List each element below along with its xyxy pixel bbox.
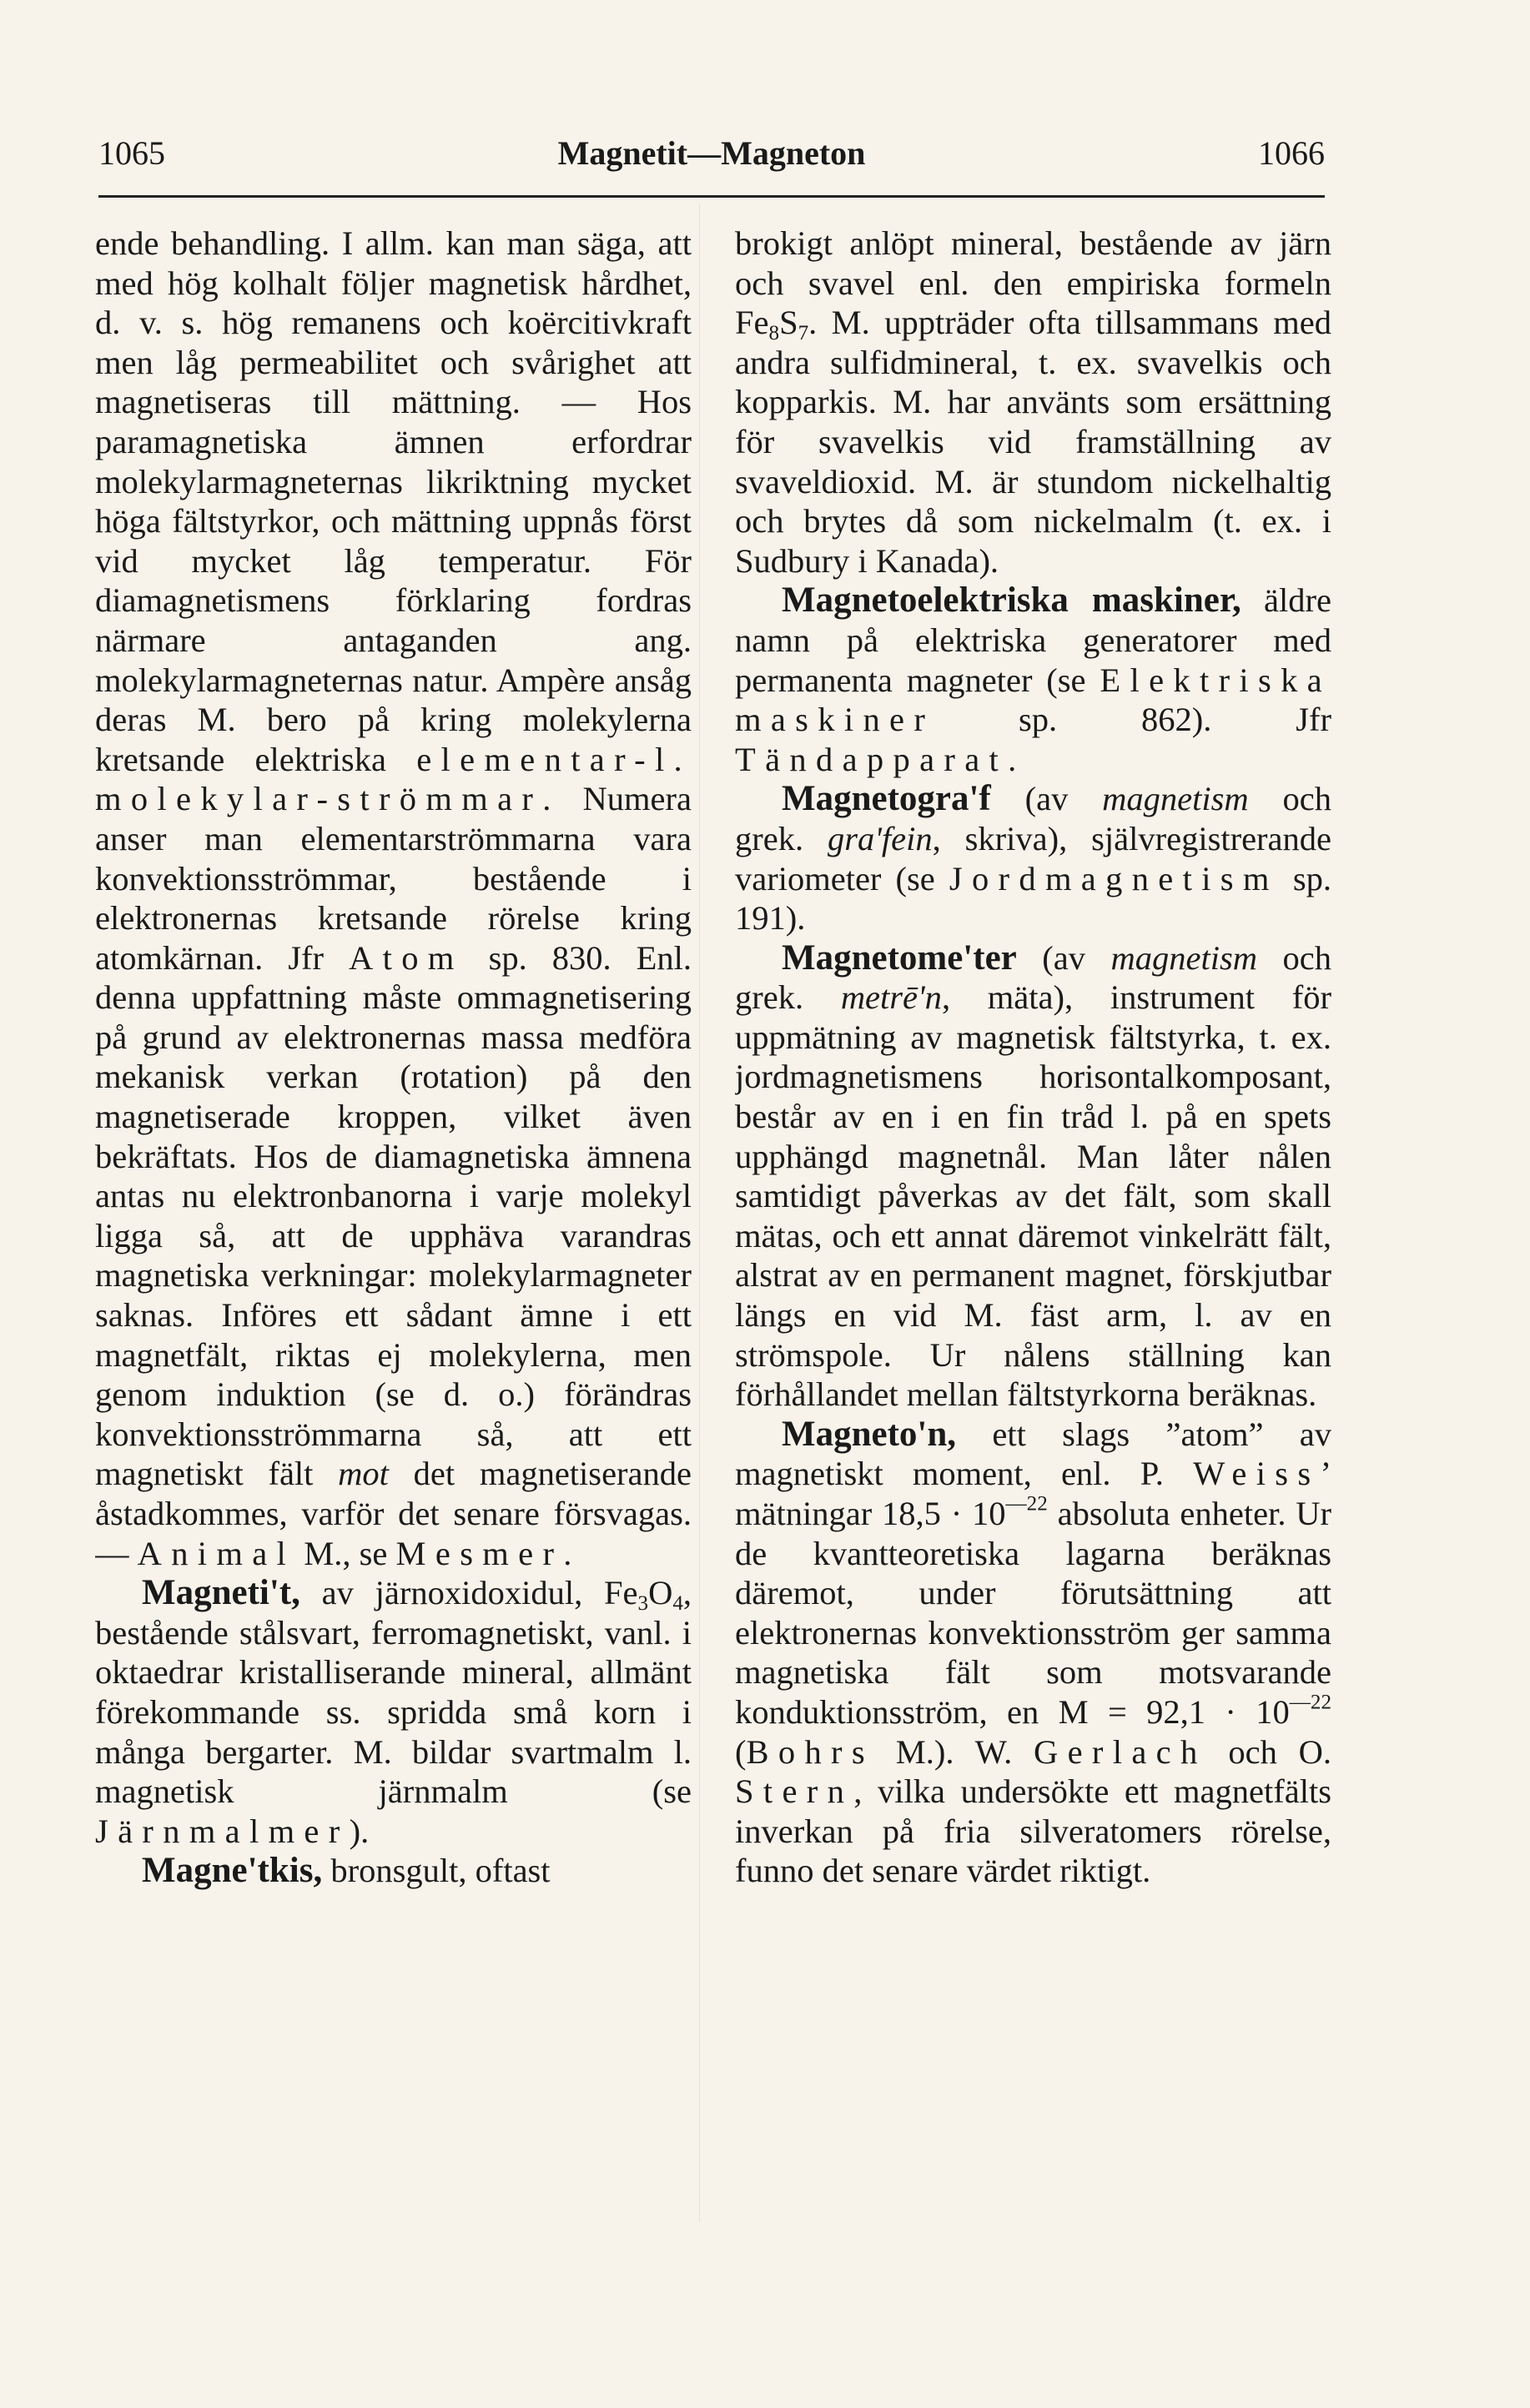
text-run: ende behandling. I allm. kan man säga, att med hög kolhalt följer magnetisk hårdhet, d. v. s. hög remanens och koërcitivkraft men låg permeabilitet och svårighet att magnetiseras till mättning. — Hos paramagnetiska ämnen erfordrar molekylarmagneternas likriktning mycket höga fältstyrkor, och mättning uppnås först vid mycket låg temperatur. För diamagnetismens förklaring fordras närmare antaganden ang. molekylarmagneternas natur. Ampère ansåg deras M. bero på kring molekylerna kretsande elektriska (95, 224, 692, 778)
entry-magnetkis (95, 1851, 692, 1891)
right-column (735, 224, 1331, 2242)
text-run: . M. uppträder ofta tillsammans med andra sulfidmineral, t. ex. svavelkis och kopparkis. M. har använts som ersättning för svavelkis vid framställning av svaveldioxid. M. är stundom nickelhaltig och brytes då som nickelmalm (t. ex. i Sudbury i Kanada). (735, 304, 1331, 580)
continued-paragraph (735, 224, 1331, 581)
text-run: absoluta enheter. Ur de kvantteoretiska lagarna beräknas däremot, under förutsättning att elektronernas konvektionsström ger samma magnetiska fält som motsvarande konduktionsström, en M = 92,1 · 10 (735, 1495, 1331, 1731)
text-run: sp. 830. Enl. denna uppfattning måste ommagnetisering på grund av elektronernas massa medföra mekanisk verkan (rotation) på den magnetiserade kroppen, vilket även bekräftats. Hos de diamagnetiska ämnena antas nu elektronbanorna i varje molekyl ligga så, att de upphäva varandras magnetiska verkningar: molekylarmagneter saknas. Införes ett sådant ämne i ett magnetfält, riktas ej molekylerna, men genom induktion (se d. o.) förändras konvektionsströmmarna så, att ett magnetiskt fält (95, 938, 692, 1493)
continued-paragraph (95, 224, 692, 1573)
text-run: S (779, 304, 798, 342)
text-run: . (1008, 740, 1017, 778)
cross-reference: Animal (137, 1534, 296, 1572)
subscript: 8 (768, 322, 780, 345)
cross-reference: Elektriska maskiner (735, 661, 1331, 739)
text-run: . (563, 1534, 572, 1572)
header-rule (98, 195, 1325, 198)
entry-magnetit (95, 1573, 692, 1851)
italic-text: metrē'n (840, 978, 942, 1017)
text-run: och grek. (735, 780, 1331, 857)
cross-reference: Atom (349, 938, 464, 977)
subscript: 3 (637, 1592, 649, 1616)
text-run: äldre namn på elektriska generatorer med permanenta magneter (se (735, 581, 1331, 699)
running-header (98, 133, 1325, 183)
subscript: 4 (672, 1592, 683, 1616)
cross-reference: Jordmagnetism (949, 859, 1279, 897)
text-run: sp. 191). (735, 859, 1331, 938)
text-run: M.). W. (895, 1732, 1013, 1771)
text-run: bronsgult, oftast (330, 1852, 551, 1890)
italic-text: mot (338, 1455, 389, 1493)
text-run: O (648, 1574, 673, 1612)
cross-reference: Gerlach (1034, 1732, 1207, 1771)
italic-text: magnetism (1110, 938, 1257, 977)
text-run: ). (349, 1812, 370, 1850)
text-run: brokigt anlöpt mineral, bestående av järn och svavel enl. den empiriska formeln Fe (735, 224, 1331, 342)
cross-reference: Mesmer (395, 1534, 564, 1572)
subscript: 7 (798, 322, 809, 345)
headword: Magne'tkis, (142, 1851, 323, 1891)
text-run: M., se (304, 1534, 388, 1572)
cross-reference: Stern (735, 1772, 854, 1811)
cross-reference: Bohrs (746, 1732, 874, 1771)
text-run: och grek. (735, 938, 1331, 1017)
text-run: . Numera anser man elementarströmmarna vara konvektionsströmmar, bestående i elektronernas kretsande rörelse kring atomkärnan. Jfr (95, 780, 692, 977)
cross-reference: Järnmalmer (95, 1812, 350, 1850)
text-run: (av (1042, 938, 1085, 977)
text-run: , vilka undersökte ett magnetfälts inverkan på fria silveratomers rörelse, funno det senare värdet riktigt. (735, 1772, 1331, 1890)
cross-reference: Tändapparat (735, 740, 1009, 778)
superscript: —22 (1005, 1492, 1048, 1516)
headword: Magnetome'ter (782, 938, 1017, 978)
page-number-left: 1065 (98, 134, 165, 172)
text-run: det magnetiserande åstadkommes, varför det senare försvagas. — (95, 1455, 692, 1572)
text-run: ’ mätningar 18,5 · 10 (735, 1455, 1331, 1532)
text-run: av järnoxidoxidul, Fe (321, 1574, 638, 1612)
left-column (95, 224, 692, 2242)
entry-magnetoelektriska-maskiner (735, 581, 1331, 779)
spaced-term: elementar-l. molekylar-strömmar (95, 740, 692, 818)
italic-text: gra'fein (827, 819, 933, 857)
text-run: , bestående stålsvart, ferromagnetiskt, vanl. i oktaedrar kristalliserande mineral, allmänt förekommande ss. spridda små korn i många bergarter. M. bildar svartmalm l. magnetisk järnmalm (se (95, 1574, 692, 1811)
text-run: (av (1024, 780, 1069, 818)
text-run: , skriva), självregistrerande variometer (se (735, 819, 1331, 897)
text-run: ( (735, 1732, 747, 1771)
cross-reference: Weiss (1193, 1455, 1321, 1493)
entry-magnetograf (735, 779, 1331, 938)
headword: Magnetoelektriska maskiner, (782, 581, 1241, 621)
page-number-right: 1066 (1258, 134, 1325, 172)
text-run: , mäta), instrument för uppmätning av magnetisk fältstyrka, t. ex. jordmagnetismens horisontalkomposant, består av en i en fin tråd l. på en spets upphängd magnetnål. Man låter nålen samtidigt påverkas av det fält, som skall mätas, och ett annat däremot vinkelrätt fält, alstrat av en permanent magnet, förskjutbar längs en vid M. fäst arm, l. av en strömspole. Ur nålens ställning kan förhållandet mellan fältstyrkorna beräknas. (735, 978, 1331, 1414)
column-gutter (699, 204, 700, 2222)
header-title: Magnetit—Magneton (557, 134, 866, 172)
headword: Magneto'n, (782, 1414, 957, 1454)
text-run: sp. 862). Jfr (1019, 701, 1331, 739)
headword: Magnetogra'f (782, 779, 991, 819)
text-run: och O. (1228, 1732, 1331, 1771)
entry-magneton (735, 1415, 1331, 1891)
superscript: —22 (1289, 1691, 1331, 1714)
entry-magnetometer (735, 938, 1331, 1415)
headword: Magneti't, (142, 1573, 300, 1613)
italic-text: magnetism (1102, 780, 1249, 818)
text-run: ett slags ”atom” av magnetiskt moment, enl. P. (735, 1415, 1331, 1493)
